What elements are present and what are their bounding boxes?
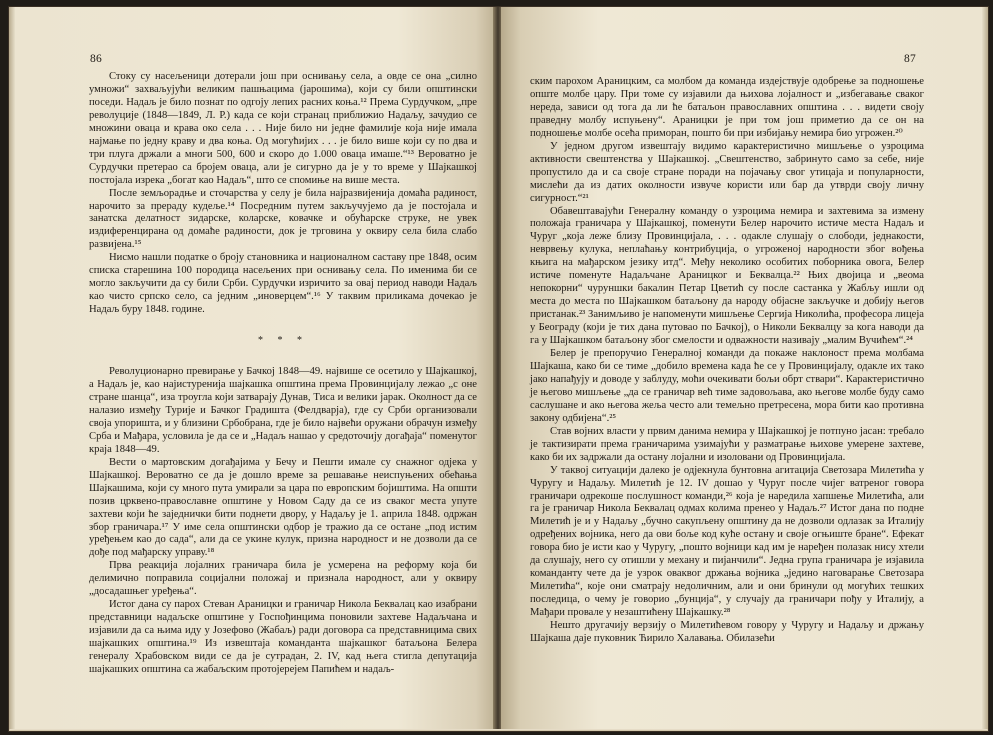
left-page [9, 7, 495, 729]
page-edge [9, 7, 15, 729]
paragraph: Стоку су насељеници дотерали још при оснивању села, а овде се она „силно умножи“ захваљујући великим пашњацима (јарошима), који су били општински поседи. Надаљ је било познат по одгоју лепих расних коња.¹² Према Сурдучком, „пре револуције (1848—1849, Л. Р.) када се који странац приближио Надаљу, зачудио се множини оваца и крава око села . . . Није било ни једне фамилије која није имала најмање по једну краву и два коња. Од могућијих . . . је било више који су по два и три плуга држали а многи 500, 600 и скоро до 1.000 оваца имаше.“¹³ Вероватно је Сурдучки претерао са бројем оваца, али је сигурно да је у то време у Шајкашкој постојала изрека „богат као Надаљ“, што се спомиње на више места. [89, 71, 477, 186]
paragraph: У једном другом извештају видимо карактеристично мишљење о узроцима активности свештенства у Шајкашкој. „Свештенство, забринуто само за себе, није пропустило да и са своје стране поради на појачању свог утицаја и популарности, мислећи да из датих околности извуче користи или бар да утврди своју личну сигурност.“²¹ [530, 140, 924, 204]
paragraph: Револуционарно превирање у Бачкој 1848—49. највише се осетило у Шајкашкој, а Надаљ је, као најистуренија шајкашка општина према Провинцијалу лежао „с оне стране шанца“, иза троугла који затварају Дунав, Тиса и велики јарак. Околност да се налазио између Турије и Бачког Градишта (Фелдварја), где су Срби организовали своја упоришта, и у близини Србобрана, где је било највећи оружани обрачун између Срба и Мађара, условила је да се и „Надаљ нашао у средоточију догађаја“ поменутог крајa 1848—49. [89, 366, 477, 455]
paragraph: Обавештавајући Генералну команду о узроцима немира и захтевима за измену положаја граничара у Шајкашкој, поменути Белер нарочито истиче места Надаљ и Чуруг „која леже близу Провинцијала, . . . одакле слушају о слободи, једнакости, неврвењу кулука, неплаћању контрибуција, о угроженој народности због вођења књига на мађарском језику итд“. Међу неколико особитих поборника овога, Белер истиче поменуте Надаљчане Араницког и Беквалца.²² Њих двојица и „веома непокорни“ чуруншки бакалин Петар Цветић су после састанка у Жабљу ишли од места до места по Шајкашком батаљону да народу објасне закључке и добију његов пристанак.²³ Занимљиво је напоменути мишљење Сергија Николића, професора лицеја у Београду (који је тих дана путовао по Бачкој), о Николи Беквалцу за кога наводи да га у Шајкашком батаљону због смелости и одважности називају „малим Вучићем“.²⁴ [530, 205, 924, 347]
paragraph: Прва реакција лојалних граничара била је усмерена на реформу која би делимично поправила социјални положај и признала народност, али у оквиру „досадашњег уређења“. [89, 560, 477, 598]
section-separator: * * * [258, 335, 308, 347]
right-text-column [530, 76, 924, 646]
paragraph: Нешто другачију верзију о Милетићевом говору у Чуругу и Надаљу и држању Шајкаша даје пуковник Ћирило Халавања. Обилазећи [530, 620, 924, 644]
paragraph: Вести о мартовским догађајима у Бечу и Пешти имале су снажног одјека у Шајкашкој. Вероватно се да је дошло време за решавање неиспуњених обећања Шајкашима, који су много пута умирали за цара по европским бојиштима. На општи позив црквено-православне општине у Новом Саду да се из сваког места упуте захтеви који ће заједнички бити поднети двору, у Надаљу је 1. априла 1848. одржан збор граничара.¹⁷ У име села општински одбор је тражио да се остане „под истим уређењем као до сада“, али да се укине кулук, призна народност и не дозволи да се дође под мађарску управу.¹⁸ [89, 456, 477, 559]
open-book [8, 6, 989, 732]
paragraph: ским парохом Араницким, са молбом да команда издејствује одобрење за подношење опште молбе цару. При томе су изјавили да њихова лојалност и „избегавање сваког нереда, зависи од тога да ли ће батаљон православних општина . . . видети своју праведну молбу испуњену“. Араницки је при том још приметио да се он на подношење молбе осећа приморан, пошто би при избијању немира био угрожен.²⁰ [530, 76, 924, 139]
page-number: 87 [904, 53, 916, 65]
paragraph: Став војних власти у првим данима немира у Шајкашкој је потпуно јасан: требало је тактизирати према граничарима узимајући у разматрање њихове умерене захтеве, како би их задржали да остану лојални и изоловани од Провинцијала. [530, 425, 924, 463]
page-edge [982, 7, 988, 729]
page-number: 86 [90, 53, 102, 65]
paragraph: Истог дана су парох Стеван Араницки и граничар Никола Беквалац као изабрани представници надаљске општине у Госпођинцима поновили захтеве Надаљчана и изјавили да са њима иду у Јозефово (Жабаљ) ради договора са представницима свих шајкашких општина.¹⁹ Из извештаја команданта шајкашког батаљона Белера генералу Храбовском види се да је сутрадан, 2. IV, кад њега стигла депутација шајкашких општина са жабаљским протојерејем Папићем и надаљ- [89, 599, 477, 675]
paragraph: После земљорадње и сточарства у селу је била најразвијенија домаћа радиност, нарочито за прераду кудеље.¹⁴ Посредним путем закључујемо да је постојала и занатска делатност зидарске, коларске, ковачке и обућарске струке, не увек издиференцирана од домаће радиности, док је трговина у оквиру села била слабо развијена.¹⁵ [89, 187, 477, 251]
paragraph: У таквој ситуацији далеко је одјекнула бунтовна агитација Светозара Милетића у Чуругу и Надаљу. Милетић је 12. IV дошао у Чуруг после чијег ватреног говора граничари одрекоше послушност команди,²⁶ која је наредила хапшење Милетића, али га је граничар Никола Беквалац одмах колима пренео у Надаљ.²⁷ Истог дана по подне Милетић је и у Надаљу „бучно сакупљену општину да не дозволи одлазак за Италију одређених војника, него да ови боље код куће остану и своје огњиште бране“. Ефекат говора био је исти као у Чуругу, „пошто војници кад им је наређен полазак нису хтели да слушају, него су отишли у механу и пијанчили“. Једна група граничара је изјавила команданту чете да је узрок оваквог држања војника „једино наговарање Светозара Милетића“, које они сматрају недоличним, али и они бринули од могућих тешких последица, о чему је говорио „бунција“, у случају да граничари пођу у Италију, а Мађари провале у незаштићену Шајкашку.²⁸ [530, 464, 924, 619]
paragraph: Белер је препоручио Генералној команди да покаже наклоност према молбама Шајкаша, како би се тиме „добило времена када ће се у Провинцијалу, одакле их тако јако напађују и доводе у заблуду, моћи очекивати бољи обрт ствари“. Карактеристично је његово мишљење „да се граничар већ тиме задовољава, ако његове молбе буду само саслушане и ако његова жеља често али темељно претресена, мора бити као противна закону одбијена“.²⁵ [530, 348, 924, 424]
right-page [501, 7, 988, 729]
left-text-column [89, 71, 477, 677]
paragraph: Нисмо нашли податке о броју становника и националном саставу пре 1848, осим списка старешина 100 породица насељених при оснивању села. По именима би се могло закључити да су били Срби. Сурдучки изричито за овај период наводи Надаљ као чисто српско село, са једним „иноверцем“.¹⁶ У таквим приликама дочекао је Надаљ буру 1848. године. [89, 252, 477, 316]
